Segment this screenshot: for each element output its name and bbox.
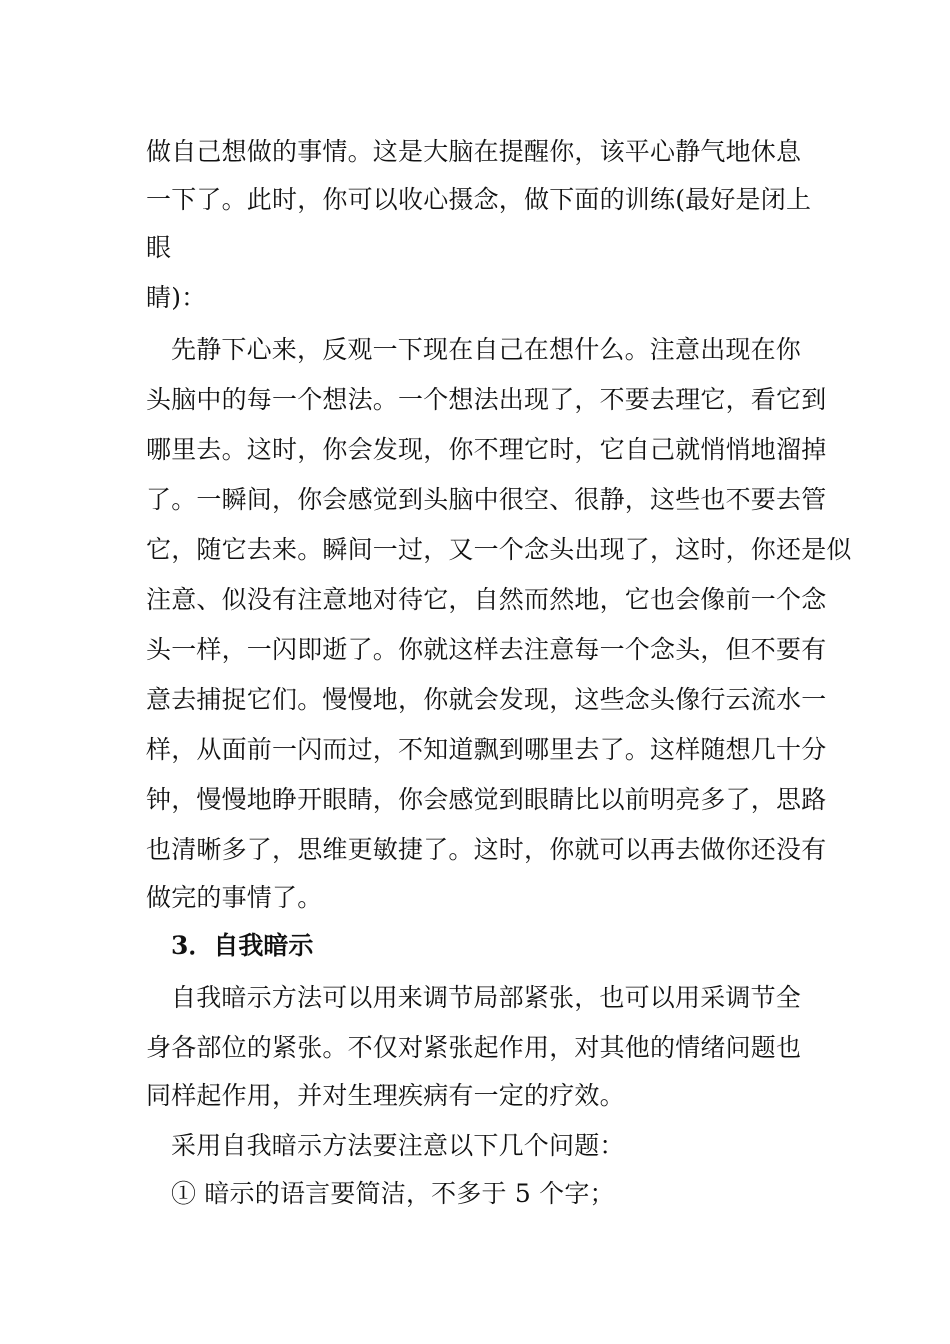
- paragraph-line: 先静下心来，反观一下现在自己在想什么。注意出现在你: [171, 335, 802, 364]
- paragraph-line: 睛)：: [146, 283, 207, 312]
- paragraph-line: 了。一瞬间，你会感觉到头脑中很空、很静，这些也不要去管: [146, 485, 827, 514]
- paragraph-line: 钟，慢慢地睁开眼睛，你会感觉到眼睛比以前明亮多了，思路: [146, 785, 827, 814]
- paragraph-line: 意去捕捉它们。慢慢地，你就会发现，这些念头像行云流水一: [146, 685, 827, 714]
- paragraph-line: 一下了。此时，你可以收心摄念，做下面的训练(最好是闭上: [146, 185, 812, 214]
- paragraph-line: 同样起作用，并对生理疾病有一定的疗效。: [146, 1081, 625, 1110]
- paragraph-line: 眼: [146, 233, 172, 262]
- paragraph-line: 头一样，一闪即逝了。你就这样去注意每一个念头，但不要有: [146, 635, 827, 664]
- paragraph-line: 自我暗示方法可以用来调节局部紧张，也可以用采调节全: [171, 983, 802, 1012]
- list-item: ① 暗示的语言要简洁，不多于 5 个字；: [171, 1179, 615, 1208]
- paragraph-line: 也清晰多了，思维更敏捷了。这时，你就可以再去做你还没有: [146, 835, 827, 864]
- paragraph-line: 做自己想做的事情。这是大脑在提醒你，该平心静气地休息: [146, 137, 802, 166]
- section-heading: 3．自我暗示: [171, 931, 314, 960]
- paragraph-line: 它，随它去来。瞬间一过，又一个念头出现了，这时，你还是似: [146, 535, 852, 564]
- paragraph-line: 样，从面前一闪而过，不知道飘到哪里去了。这样随想几十分: [146, 735, 827, 764]
- paragraph-line: 哪里去。这时，你会发现，你不理它时，它自己就悄悄地溜掉: [146, 435, 827, 464]
- paragraph-line: 注意、似没有注意地对待它，自然而然地，它也会像前一个念: [146, 585, 827, 614]
- paragraph-line: 头脑中的每一个想法。一个想法出现了，不要去理它，看它到: [146, 385, 827, 414]
- paragraph-line: 采用自我暗示方法要注意以下几个问题：: [171, 1131, 625, 1160]
- paragraph-line: 做完的事情了。: [146, 883, 323, 912]
- paragraph-line: 身各部位的紧张。不仅对紧张起作用，对其他的情绪问题也: [146, 1033, 802, 1062]
